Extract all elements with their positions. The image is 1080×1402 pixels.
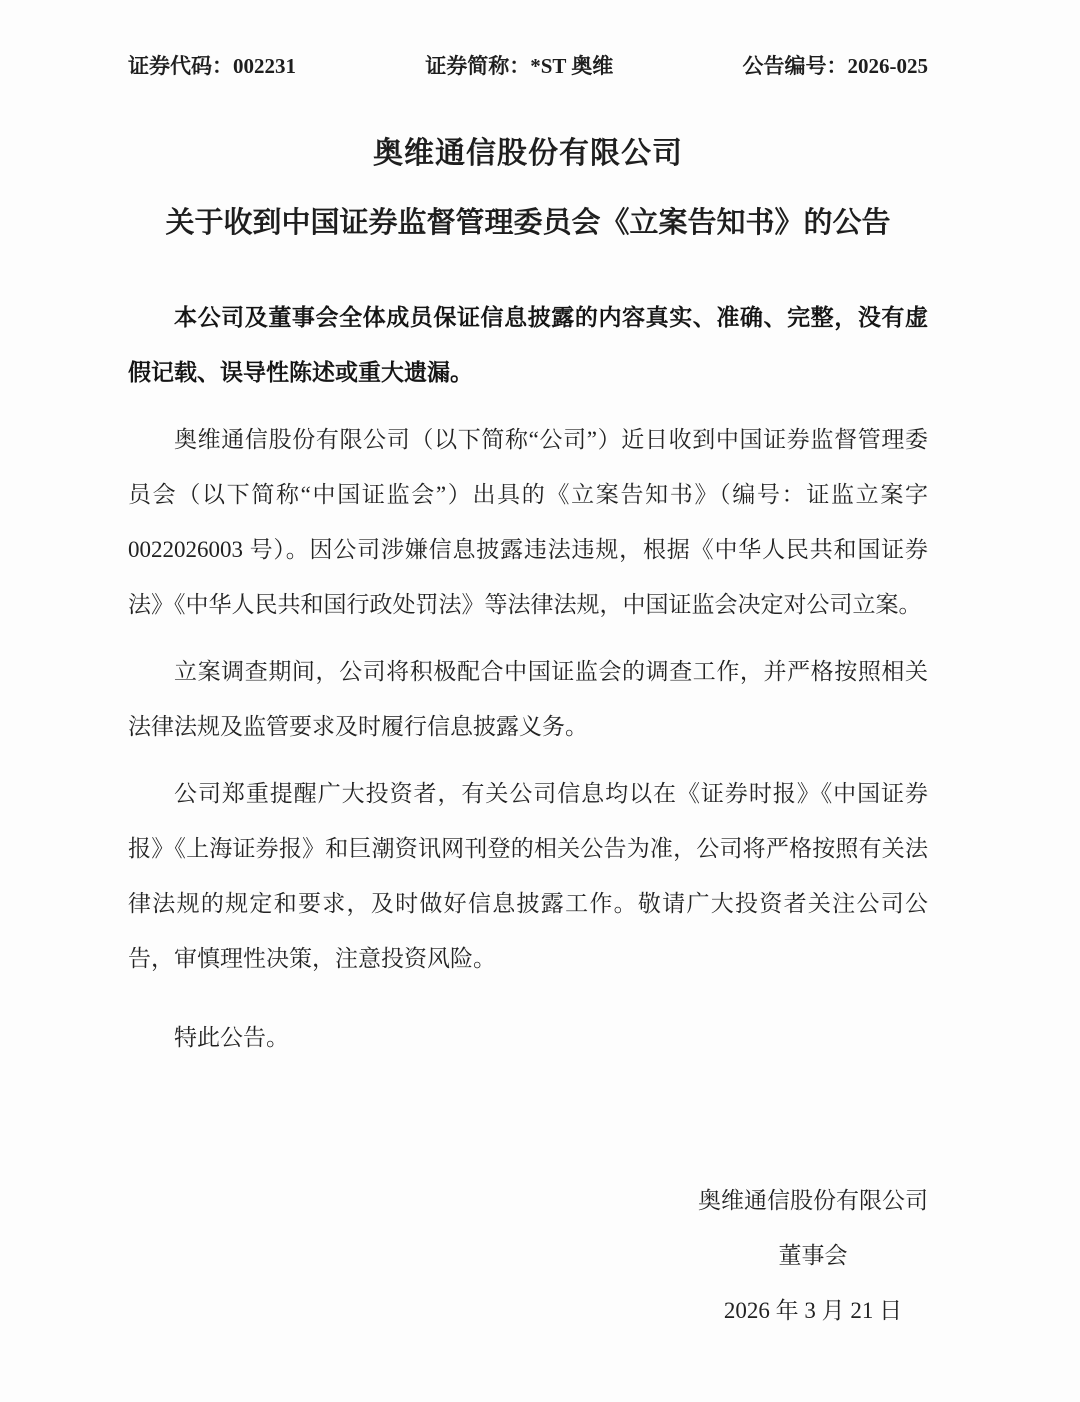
body-paragraph-2: 立案调查期间，公司将积极配合中国证监会的调查工作，并严格按照相关法律法规及监管要求及时履行信息披露义务。 — [128, 659, 928, 739]
company-title: 奥维通信股份有限公司 — [373, 137, 683, 170]
announcement-title: 关于收到中国证券监督管理委员会《立案告知书》的公告 — [165, 207, 891, 239]
document-header — [128, 50, 928, 82]
stock-code: 证券代码：002231 — [128, 54, 296, 78]
signature-block — [698, 1173, 928, 1338]
signature-board: 董事会 — [778, 1243, 848, 1268]
signature-date: 2026 年 3 月 21 日 — [723, 1298, 903, 1323]
body-paragraph-1: 奥维通信股份有限公司（以下简称“公司”）近日收到中国证券监督管理委员会（以下简称“中国证监会”）出具的《立案告知书》（编号：证监立案字 0022026003 号）。因公司涉嫌信息披露违法违规，根据《中华人民共和国证券法》《中华人民共和国行政处罚法》等法律法规，中国证监会决定对公司立案。 — [128, 427, 928, 617]
announcement-number: 公告编号：2026-025 — [742, 54, 928, 78]
body-paragraph-3: 公司郑重提醒广大投资者，有关公司信息均以在《证券时报》《中国证券报》《上海证券报》和巨潮资讯网刊登的相关公告为准，公司将严格按照有关法律法规的规定和要求，及时做好信息披露工作。敬请广大投资者关注公司公告，审慎理性决策，注意投资风险。 — [128, 781, 928, 971]
closing-text: 特此公告。 — [174, 1025, 289, 1050]
statement-paragraph: 本公司及董事会全体成员保证信息披露的内容真实、准确、完整，没有虚假记载、误导性陈述或重大遗漏。 — [128, 305, 928, 385]
stock-abbr: 证券简称：*ST 奥维 — [425, 54, 614, 78]
signature-company: 奥维通信股份有限公司 — [698, 1188, 928, 1213]
